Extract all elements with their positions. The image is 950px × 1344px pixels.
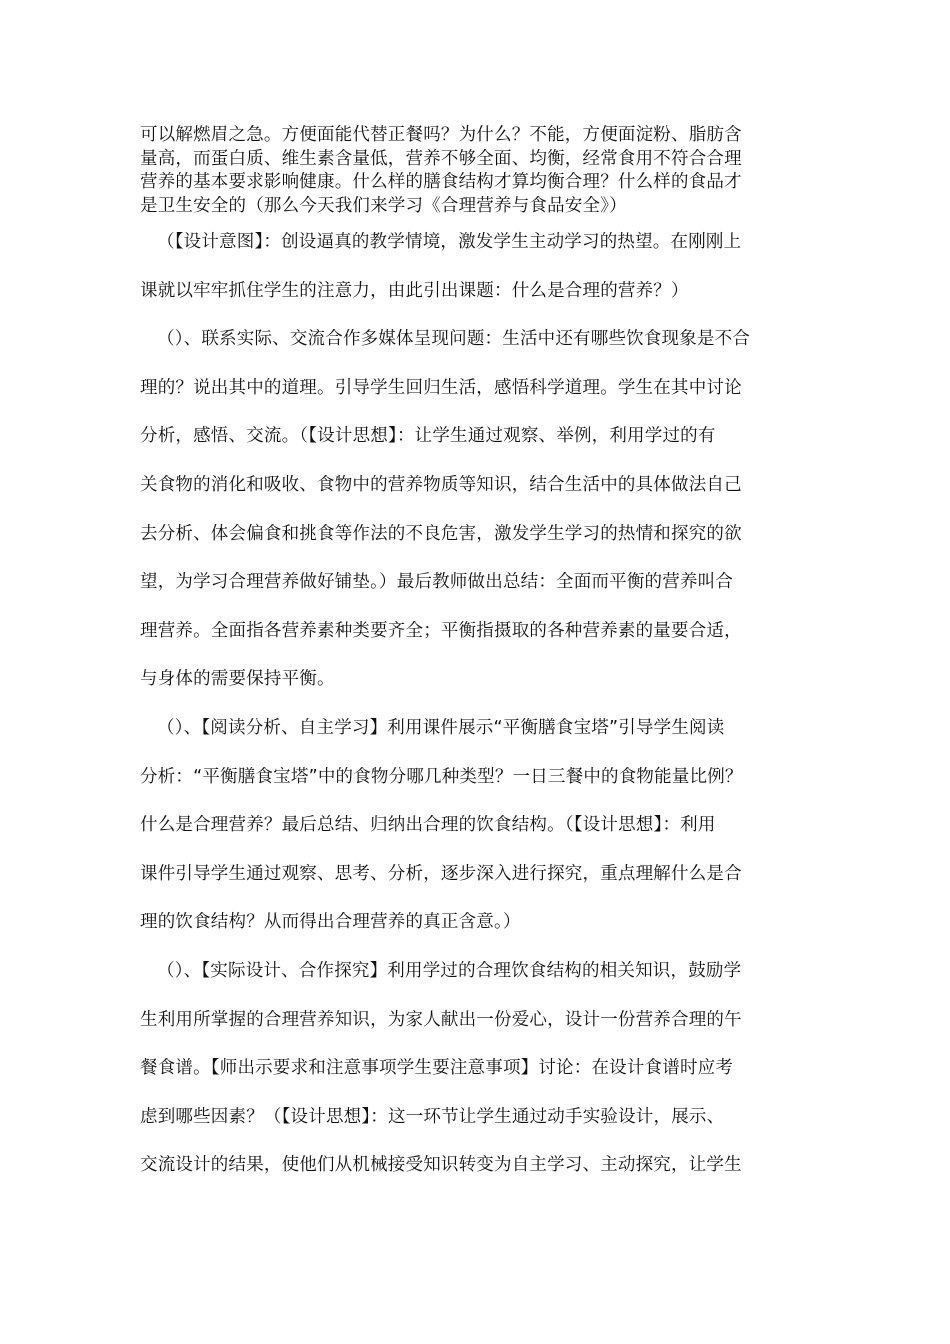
paragraph-practical-design — [140, 955, 820, 1198]
text-line: 关食物的消化和吸收、食物中的营养物质等知识，结合生活中的具体做法自己 — [140, 474, 742, 495]
text-line: 课就以牢牢抓住学生的注意力，由此引出课题：什么是合理的营养？） — [140, 280, 689, 301]
paragraph-intro — [140, 124, 810, 218]
text-line: 什么是合理营养？最后总结、归纳出合理的饮食结构。（【设计思想】：利用 — [140, 815, 716, 836]
text-line: （）、【实际设计、合作探究】利用学过的合理饮食结构的相关知识，鼓励学 — [157, 960, 742, 981]
text-line: 理的饮食结构？从而得出合理营养的真正含意。） — [140, 912, 521, 933]
text-line: （）、联系实际、交流合作多媒体呈现问题：生活中还有哪些饮食现象是不合 — [157, 329, 751, 350]
text-line: 与身体的需要保持平衡。 — [140, 669, 335, 690]
text-line: 量高，而蛋白质、维生素含量低，营养不够全面、均衡，经常食用不符合合理 — [140, 148, 742, 169]
text-line: 生利用所掌握的合理营养知识，为家人献出一份爱心，设计一份营养合理的午 — [140, 1009, 742, 1030]
text-line: 去分析、体会偏食和挑食等作法的不良危害，激发学生学习的热情和探究的欲 — [140, 523, 742, 544]
text-line: （）、【阅读分析、自主学习】利用课件展示“平衡膳食宝塔”引导学生阅读 — [157, 717, 725, 738]
text-line: 虑到哪些因素？（【设计思想】：这一环节让学生通过动手实验设计，展示、 — [140, 1106, 725, 1127]
text-line: 可以解燃眉之急。方便面能代替正餐吗？为什么？不能，方便面淀粉、脂肪含 — [140, 125, 742, 145]
document-body — [140, 226, 820, 1198]
text-line: 望，为学习合理营养做好铺垫。）最后教师做出总结：全面而平衡的营养叫合 — [140, 572, 734, 593]
text-line: 交流设计的结果，使他们从机械接受知识转变为自主学习、主动探究，让学生 — [140, 1155, 742, 1176]
text-line: 课件引导学生通过观察、思考、分析，逐步深入进行探究，重点理解什么是合 — [140, 863, 742, 884]
paragraph-design-intent — [140, 226, 820, 323]
paragraph-contact-reality — [140, 323, 820, 712]
text-line: （【设计意图】：创设逼真的教学情境，激发学生主动学习的热望。在刚刚上 — [157, 232, 742, 252]
text-line: 是卫生安全的（那么今天我们来学习《合理营养与食品安全》） — [140, 195, 627, 216]
text-line: 分析：“平衡膳食宝塔”中的食物分哪几种类型？一日三餐中的食物能量比例？ — [140, 766, 743, 787]
text-line: 营养的基本要求影响健康。什么样的膳食结构才算均衡合理？什么样的食品才 — [140, 172, 742, 192]
text-line: 理营养。全面指各营养素种类要齐全；平衡指摄取的各种营养素的量要合适， — [140, 620, 742, 641]
text-line: 分析，感悟、交流。（【设计思想】：让学生通过观察、举例，利用学过的有 — [140, 426, 716, 447]
text-line: 餐食谱。【师出示要求和注意事项学生要注意事项】讨论：在设计食谱时应考 — [140, 1058, 734, 1079]
text-line: 理的？说出其中的道理。引导学生回归生活，感悟科学道理。学生在其中讨论 — [140, 377, 742, 398]
paragraph-reading-analysis — [140, 712, 820, 955]
